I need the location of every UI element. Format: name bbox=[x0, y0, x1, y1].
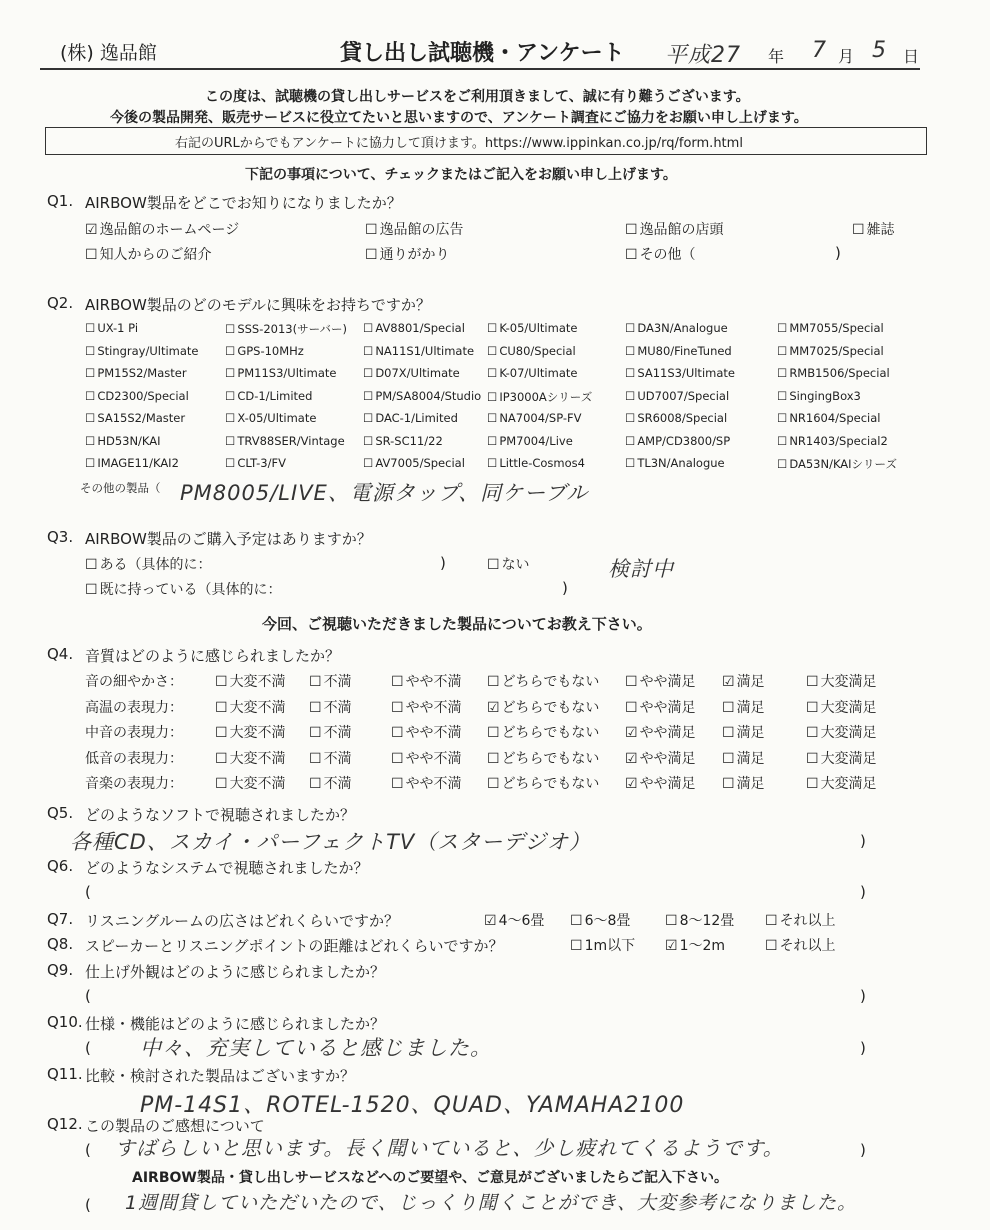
footer-request: AIRBOW製品・貸し出しサービスなどへのご要望や、ご意見がございましたらご記入下さい。 bbox=[132, 1170, 728, 1186]
q1-label: Q1. bbox=[47, 192, 74, 210]
q4-rating-option[interactable]: ☐ 不満 bbox=[309, 697, 352, 717]
q2-model-option[interactable]: ☐ CLT-3/FV bbox=[225, 456, 286, 470]
q1-option-referral[interactable]: ☐ 知人からのご紹介 bbox=[85, 244, 212, 264]
q2-model-option[interactable]: ☐ UX-1 Pi bbox=[85, 321, 138, 335]
q3-label: Q3. bbox=[47, 528, 74, 546]
q7-option-6-8[interactable]: ☐ 6～8畳 bbox=[570, 910, 630, 930]
q4-rating-option[interactable]: ☐ 満足 bbox=[722, 722, 765, 742]
q11-label: Q11. bbox=[47, 1065, 83, 1083]
q4-rating-option[interactable]: ☐ 満足 bbox=[722, 697, 765, 717]
q3-option-no[interactable]: ☐ ない bbox=[487, 554, 530, 574]
q9-open: ( bbox=[85, 987, 91, 1005]
date-era-handwritten: 平成27 bbox=[665, 43, 741, 68]
q4-rating-option[interactable]: ☑ 満足 bbox=[722, 671, 765, 691]
q4-rating-option[interactable]: ☐ 不満 bbox=[309, 671, 352, 691]
q4-rating-option[interactable]: ☐ どちらでもない bbox=[487, 722, 599, 742]
q1-option-ad[interactable]: ☐ 逸品館の広告 bbox=[365, 219, 464, 239]
q2-model-option[interactable]: ☐ NA11S1/Ultimate bbox=[363, 344, 474, 358]
q4-rating-option[interactable]: ☐ どちらでもない bbox=[487, 748, 599, 768]
q8-option-more[interactable]: ☐ それ以上 bbox=[765, 935, 836, 955]
q4-rating-option[interactable]: ☐ 不満 bbox=[309, 722, 352, 742]
q2-model-option[interactable]: ☐ NR1604/Special bbox=[777, 411, 880, 425]
q3-handwritten: 検討中 bbox=[608, 557, 674, 581]
q4-row-label: 音楽の表現力： bbox=[85, 776, 183, 792]
q4-rating-option[interactable]: ☑ やや満足 bbox=[625, 748, 696, 768]
q4-row-label: 低音の表現力： bbox=[85, 750, 183, 767]
q9-label: Q9. bbox=[47, 961, 74, 979]
q2-model-option[interactable]: ☐ CD2300/Special bbox=[85, 389, 189, 403]
q4-rating-option[interactable]: ☐ 大変不満 bbox=[215, 722, 286, 742]
q4-row-label: 音の細やかさ： bbox=[85, 674, 183, 690]
q12-label: Q12. bbox=[47, 1115, 83, 1133]
q6-close: ) bbox=[860, 883, 866, 901]
q2-model-option[interactable]: ☐ PM15S2/Master bbox=[85, 366, 187, 380]
q4-rating-option[interactable]: ☐ どちらでもない bbox=[487, 671, 599, 691]
q2-model-option[interactable]: ☐ PM11S3/Ultimate bbox=[225, 366, 336, 380]
q4-rating-option[interactable]: ☐ やや不満 bbox=[391, 671, 462, 691]
section-title: 今回、ご視聴いただきました製品についてお教え下さい。 bbox=[262, 615, 652, 633]
q2-model-option[interactable]: ☐ RMB1506/Special bbox=[777, 366, 890, 380]
q9-text: 仕上げ外観はどのように感じられましたか？ bbox=[85, 963, 386, 981]
q2-label: Q2. bbox=[47, 294, 74, 312]
q10-close: ) bbox=[860, 1039, 866, 1057]
q2-model-option[interactable]: ☐ AV7005/Special bbox=[363, 456, 465, 470]
q5-handwritten: 各種CD、スカイ・パーフェクトTV（スターデジオ） bbox=[70, 830, 591, 854]
q4-rating-option[interactable]: ☐ やや満足 bbox=[625, 671, 696, 691]
q7-option-8-12[interactable]: ☐ 8～12畳 bbox=[665, 910, 734, 930]
date-day: 5 bbox=[872, 38, 887, 63]
q4-rating-option[interactable]: ☐ やや不満 bbox=[391, 748, 462, 768]
q4-rating-option[interactable]: ☐ 満足 bbox=[722, 748, 765, 768]
q2-model-option[interactable]: ☐ GPS-10MHz bbox=[225, 344, 304, 358]
q4-label: Q4. bbox=[47, 645, 74, 663]
q6-label: Q6. bbox=[47, 857, 74, 875]
q1-option-other[interactable]: ☐ その他（ bbox=[625, 244, 696, 264]
q2-model-option[interactable]: ☐ CU80/Special bbox=[487, 344, 576, 358]
company-name: (株) 逸品館 bbox=[60, 42, 157, 64]
q2-model-option[interactable]: ☐ NA7004/SP-FV bbox=[487, 411, 582, 425]
q1-other-close: ) bbox=[835, 244, 841, 262]
q4-rating-option[interactable]: ☐ 大変満足 bbox=[806, 773, 877, 793]
q7-text: リスニングルームの広さはどれくらいですか？ bbox=[85, 912, 399, 930]
intro-line-1: この度は、試聴機の貸し出しサービスをご利用頂きまして、誠に有り難うございます。 bbox=[205, 89, 750, 105]
q4-rating-option[interactable]: ☐ 不満 bbox=[309, 748, 352, 768]
q8-text: スピーカーとリスニングポイントの距離はどれくらいですか？ bbox=[85, 937, 504, 955]
q9-close: ) bbox=[860, 987, 866, 1005]
header-divider bbox=[40, 68, 920, 70]
date-day-label: 日 bbox=[903, 47, 920, 66]
q4-text: 音質はどのように感じられましたか？ bbox=[85, 647, 341, 665]
q2-model-option[interactable]: ☐ UD7007/Special bbox=[625, 389, 729, 403]
q2-model-option[interactable]: ☐ NR1403/Special2 bbox=[777, 434, 888, 448]
q7-option-4-6[interactable]: ☑ 4～6畳 bbox=[484, 910, 544, 930]
date-year-label: 年 bbox=[768, 47, 785, 66]
q2-model-option[interactable]: ☐ Stingray/Ultimate bbox=[85, 344, 199, 358]
q2-model-option[interactable]: ☐ SSS-2013(サーバー) bbox=[225, 321, 347, 337]
q11-text: 比較・検討された製品はございますか？ bbox=[85, 1067, 356, 1085]
date-month: 7 bbox=[812, 38, 827, 63]
q4-rating-option[interactable]: ☐ 大変満足 bbox=[806, 722, 877, 742]
q2-model-option[interactable]: ☐ DAC-1/Limited bbox=[363, 411, 458, 425]
q2-model-option[interactable]: ☐ HD53N/KAI bbox=[85, 434, 161, 448]
q2-model-option[interactable]: ☐ TL3N/Analogue bbox=[625, 456, 725, 470]
q4-rating-option[interactable]: ☐ 大変不満 bbox=[215, 671, 286, 691]
q2-model-option[interactable]: ☐ DA53N/KAIシリーズ bbox=[777, 456, 897, 472]
q4-rating-option[interactable]: ☐ 大変満足 bbox=[806, 748, 877, 768]
q4-rating-option[interactable]: ☐ やや不満 bbox=[391, 722, 462, 742]
q7-option-more[interactable]: ☐ それ以上 bbox=[765, 910, 836, 930]
q6-text: どのようなシステムで視聴されましたか？ bbox=[85, 859, 369, 877]
url-note: 右記のURLからでもアンケートに協力して頂けます。https://www.ippinkan.co.jp/rq/form.html bbox=[175, 136, 743, 151]
q2-model-option[interactable]: ☐ X-05/Ultimate bbox=[225, 411, 316, 425]
q3-option-yes[interactable]: ☐ ある（具体的に： bbox=[85, 554, 212, 574]
q10-open: ( bbox=[85, 1039, 91, 1057]
q1-option-homepage[interactable]: ☑ 逸品館のホームページ bbox=[85, 219, 239, 239]
q2-model-option[interactable]: ☐ IP3000Aシリーズ bbox=[487, 389, 592, 405]
q4-rating-option[interactable]: ☐ 大変不満 bbox=[215, 748, 286, 768]
q2-model-option[interactable]: ☐ D07X/Ultimate bbox=[363, 366, 460, 380]
q2-model-option[interactable]: ☐ DA3N/Analogue bbox=[625, 321, 728, 335]
q4-rating-option[interactable]: ☐ 大変満足 bbox=[806, 697, 877, 717]
q4-row-label: 中音の表現力： bbox=[85, 725, 183, 741]
q5-text: どのようなソフトで視聴されましたか？ bbox=[85, 806, 356, 824]
q2-model-option[interactable]: ☐ MU80/FineTuned bbox=[625, 344, 732, 358]
q2-model-option[interactable]: ☐ TRV88SER/Vintage bbox=[225, 434, 345, 448]
q11-handwritten: PM-14S1、ROTEL-1520、QUAD、YAMAHA2100 bbox=[140, 1093, 685, 1118]
q4-rating-option[interactable]: ☐ 不満 bbox=[309, 773, 352, 793]
q2-model-option[interactable]: ☐ SA15S2/Master bbox=[85, 411, 185, 425]
q8-option-under-1m[interactable]: ☐ 1m以下 bbox=[570, 935, 635, 955]
q4-rating-option[interactable]: ☐ 大変不満 bbox=[215, 697, 286, 717]
q2-other-label: その他の製品（ bbox=[80, 481, 161, 495]
q2-model-option[interactable]: ☐ K-07/Ultimate bbox=[487, 366, 577, 380]
q10-text: 仕様・機能はどのように感じられましたか？ bbox=[85, 1015, 386, 1033]
q2-text: AIRBOW製品のどのモデルに興味をお持ちですか？ bbox=[85, 296, 431, 314]
q2-model-option[interactable]: ☐ PM/SA8004/Studio bbox=[363, 389, 481, 403]
q6-open: ( bbox=[85, 883, 91, 901]
q1-option-passing[interactable]: ☐ 通りがかり bbox=[365, 244, 450, 264]
q2-model-option[interactable]: ☐ AMP/CD3800/SP bbox=[625, 434, 730, 448]
q12-text: この製品のご感想について bbox=[85, 1117, 265, 1135]
q2-model-option[interactable]: ☐ PM7004/Live bbox=[487, 434, 573, 448]
q4-rating-option[interactable]: ☐ やや不満 bbox=[391, 773, 462, 793]
q2-model-option[interactable]: ☐ SingingBox3 bbox=[777, 389, 861, 403]
q2-model-option[interactable]: ☐ MM7055/Special bbox=[777, 321, 884, 335]
q4-rating-option[interactable]: ☑ やや満足 bbox=[625, 773, 696, 793]
q5-label: Q5. bbox=[47, 804, 74, 822]
q3-have-close: ) bbox=[562, 579, 568, 597]
q3-yes-close: ) bbox=[440, 554, 446, 572]
footer-open: ( bbox=[85, 1196, 91, 1214]
date-month-label: 月 bbox=[838, 47, 855, 66]
q4-rating-option[interactable]: ☐ 大変満足 bbox=[806, 671, 877, 691]
q2-model-option[interactable]: ☐ Little-Cosmos4 bbox=[487, 456, 585, 470]
q3-text: AIRBOW製品のご購入予定はありますか？ bbox=[85, 530, 372, 548]
q2-model-option[interactable]: ☐ AV8801/Special bbox=[363, 321, 465, 335]
q4-row-label: 高温の表現力： bbox=[85, 699, 183, 716]
q4-rating-option[interactable]: ☐ どちらでもない bbox=[487, 773, 599, 793]
q12-handwritten: すばらしいと思います。長く聞いていると、少し疲れてくるようです。 bbox=[115, 1136, 784, 1160]
q1-option-magazine[interactable]: ☐ 雑誌 bbox=[852, 219, 895, 239]
q2-other-handwritten: PM8005/LIVE、電源タップ、同ケーブル bbox=[180, 481, 589, 505]
footer-handwritten: 1週間貸していただいたので、じっくり聞くことができ、大変参考になりました。 bbox=[125, 1192, 857, 1214]
instruction: 下記の事項について、チェックまたはご記入をお願い申し上げます。 bbox=[245, 167, 677, 183]
q12-close: ) bbox=[860, 1141, 866, 1159]
page-title: 貸し出し試聴機・アンケート bbox=[340, 41, 625, 66]
q4-rating-option[interactable]: ☐ 満足 bbox=[722, 773, 765, 793]
q12-open: ( bbox=[85, 1141, 91, 1159]
intro-line-2: 今後の製品開発、販売サービスに役立てたいと思いますので、アンケート調査にご協力をお願い申し上げます。 bbox=[110, 110, 808, 126]
q4-rating-option[interactable]: ☐ やや不満 bbox=[391, 697, 462, 717]
q8-label: Q8. bbox=[47, 935, 74, 953]
q5-close: ) bbox=[860, 832, 866, 850]
q7-label: Q7. bbox=[47, 910, 74, 928]
q2-model-option[interactable]: ☐ K-05/Ultimate bbox=[487, 321, 577, 335]
q2-model-option[interactable]: ☐ IMAGE11/KAI2 bbox=[85, 456, 179, 470]
q1-text: AIRBOW製品をどこでお知りになりましたか？ bbox=[85, 194, 402, 212]
q2-model-option[interactable]: ☐ SR6008/Special bbox=[625, 411, 727, 425]
q10-label: Q10. bbox=[47, 1013, 83, 1031]
q4-rating-option[interactable]: ☐ 大変不満 bbox=[215, 773, 286, 793]
q2-model-option[interactable]: ☐ SA11S3/Ultimate bbox=[625, 366, 735, 380]
q10-handwritten: 中々、充実していると感じました。 bbox=[140, 1036, 492, 1060]
q4-rating-option[interactable]: ☑ やや満足 bbox=[625, 722, 696, 742]
q4-rating-option[interactable]: ☐ やや満足 bbox=[625, 697, 696, 717]
q4-rating-option[interactable]: ☑ どちらでもない bbox=[487, 697, 599, 717]
q1-option-store[interactable]: ☐ 逸品館の店頭 bbox=[625, 219, 724, 239]
q8-option-1-2m[interactable]: ☑ 1～2m bbox=[665, 935, 725, 955]
q2-model-option[interactable]: ☐ SR-SC11/22 bbox=[363, 434, 443, 448]
q2-model-option[interactable]: ☐ MM7025/Special bbox=[777, 344, 884, 358]
q3-option-have[interactable]: ☐ 既に持っている（具体的に： bbox=[85, 579, 282, 599]
q2-model-option[interactable]: ☐ CD-1/Limited bbox=[225, 389, 312, 403]
